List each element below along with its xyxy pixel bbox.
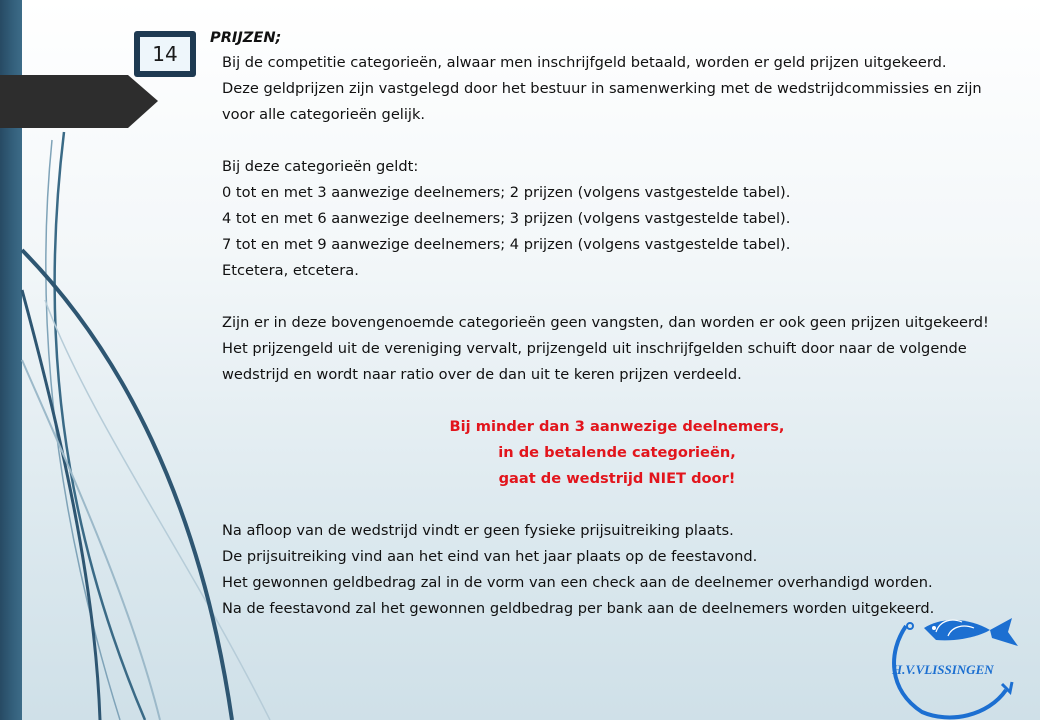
page-number: 14 bbox=[140, 37, 190, 71]
rules-line-5: Etcetera, etcetera. bbox=[222, 262, 359, 279]
svg-text:H.V.VLISSINGEN: H.V.VLISSINGEN bbox=[892, 662, 994, 677]
ceremony-line-1: Na afloop van de wedstrijd vindt er geen fysieke prijsuitreiking plaats. bbox=[222, 522, 734, 539]
no-catch-line-1: Zijn er in deze bovengenoemde categorieën geen vangsten, dan worden er ook geen prijzen uitgekeerd! bbox=[222, 314, 989, 331]
rules-line-4: 7 tot en met 9 aanwezige deelnemers; 4 prijzen (volgens vastgestelde tabel). bbox=[222, 236, 791, 253]
ceremony-line-3: Het gewonnen geldbedrag zal in de vorm van een check aan de deelnemer overhandigd worden. bbox=[222, 574, 933, 591]
section-heading: PRIJZEN; bbox=[210, 29, 282, 46]
intro-line-1: Bij de competitie categorieën, alwaar men inschrijfgeld betaald, worden er geld prijzen uitgekeerd. bbox=[222, 54, 947, 71]
document-content bbox=[210, 26, 1020, 622]
rules-line-1: Bij deze categorieën geldt: bbox=[222, 158, 419, 175]
intro-line-2: Deze geldprijzen zijn vastgelegd door het bestuur in samenwerking met de wedstrijdcommissies en zijn bbox=[222, 80, 982, 97]
warning-line-1: Bij minder dan 3 aanwezige deelnemers, bbox=[449, 418, 785, 435]
page-number-badge bbox=[134, 31, 196, 77]
ceremony-line-4: Na de feestavond zal het gewonnen geldbedrag per bank aan de deelnemers worden uitgekeerd. bbox=[222, 600, 935, 617]
club-logo bbox=[884, 612, 1030, 720]
ceremony-line-2: De prijsuitreiking vind aan het eind van het jaar plaats op de feestavond. bbox=[222, 548, 758, 565]
body-text bbox=[210, 50, 1020, 622]
no-catch-line-2: Het prijzengeld uit de vereniging vervalt, prijzengeld uit inschrijfgelden schuift door naar de volgende bbox=[222, 340, 967, 357]
warning-line-2: in de betalende categorieën, bbox=[498, 444, 736, 461]
section-arrow-tab bbox=[0, 75, 158, 128]
rules-line-3: 4 tot en met 6 aanwezige deelnemers; 3 prijzen (volgens vastgestelde tabel). bbox=[222, 210, 791, 227]
no-catch-line-3: wedstrijd en wordt naar ratio over de dan uit te keren prijzen verdeeld. bbox=[222, 366, 742, 383]
warning-line-3: gaat de wedstrijd NIET door! bbox=[498, 470, 736, 487]
rules-line-2: 0 tot en met 3 aanwezige deelnemers; 2 prijzen (volgens vastgestelde tabel). bbox=[222, 184, 791, 201]
warning-block bbox=[222, 414, 1012, 492]
intro-line-3: voor alle categorieën gelijk. bbox=[222, 106, 426, 123]
